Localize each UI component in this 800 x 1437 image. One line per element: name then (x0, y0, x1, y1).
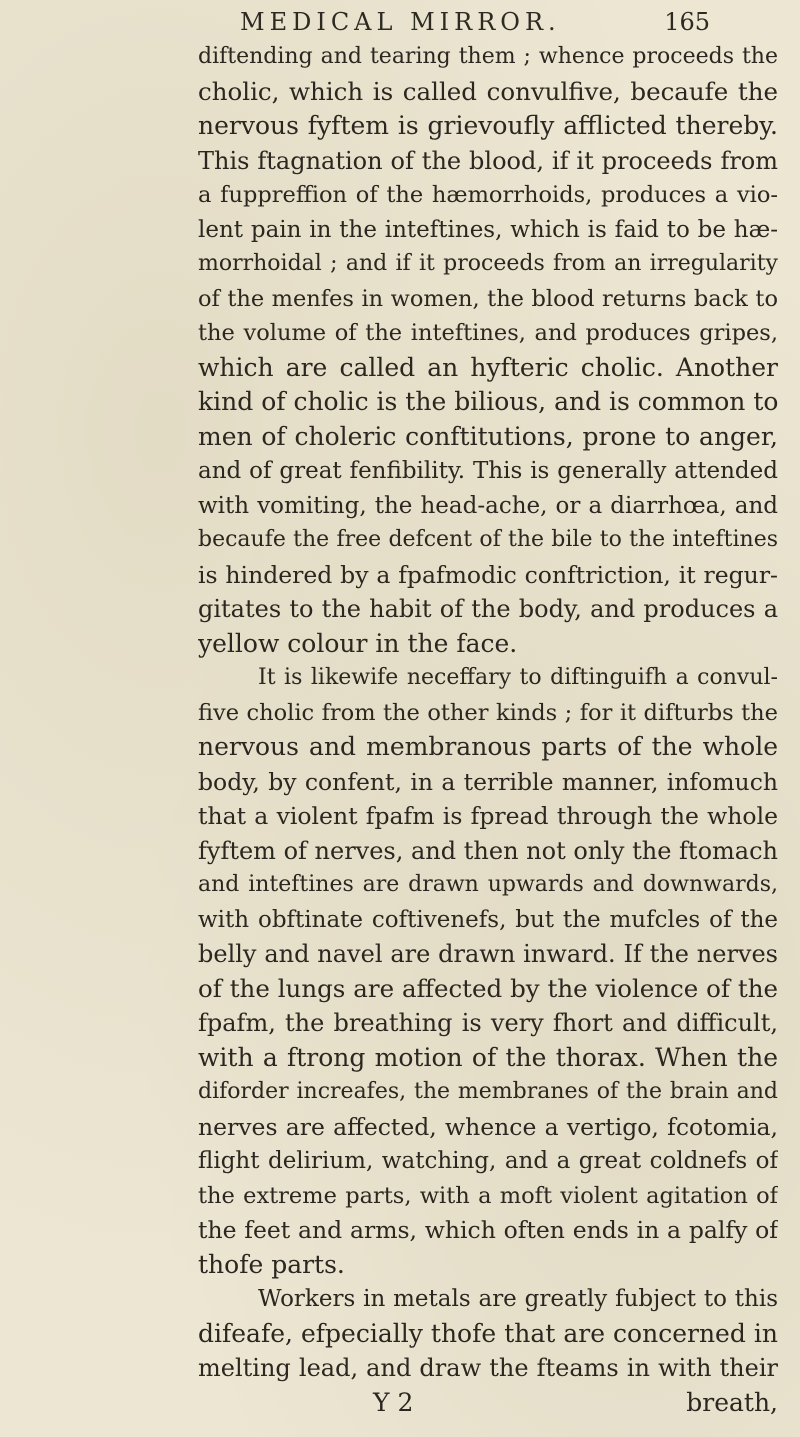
text-line: of the lungs are affected by the violence of the (198, 973, 778, 1003)
text-line: morrhoidal ; and if it proceeds from an irregularity (198, 251, 778, 276)
text-line: of the menfes in women, the blood returns back to (198, 285, 778, 312)
text-line: with a ftrong motion of the thorax. When the (198, 1042, 778, 1072)
text-line: melting lead, and draw the fteams in with their (198, 1354, 778, 1382)
text-line: nervous and membranous parts of the whole (198, 732, 778, 761)
text-line: that a violent fpafm is fpread through the whole (198, 802, 778, 830)
body-text (198, 40, 778, 1420)
text-line: nerves are affected, whence a vertigo, fcotomia, (198, 1112, 778, 1141)
text-line: the extreme parts, with a moft violent agitation of (198, 1182, 778, 1209)
text-line: yellow colour in the face. (198, 628, 518, 658)
text-line: belly and navel are drawn inward. If the nerves (198, 940, 778, 968)
page-header (240, 8, 710, 40)
text-line: with vomiting, the head-ache, or a diarrhœa, and (198, 492, 778, 519)
page-number: 165 (664, 8, 710, 36)
text-line: is hindered by a fpafmodic conftriction, it regur- (198, 560, 778, 589)
text-line: It is likewife neceffary to diftinguifh a convul- (258, 665, 778, 690)
text-line: fyftem of nerves, and then not only the ftomach (198, 836, 778, 865)
text-line: gitates to the habit of the body, and produces a (198, 595, 778, 623)
text-line: and inteftines are drawn upwards and downwards, (198, 872, 778, 897)
text-line: and of great fenfibility. This is generally attended (198, 458, 778, 484)
text-line: fpafm, the breathing is very fhort and difficult, (198, 1009, 778, 1037)
text-line: cholic, which is called convulfive, becaufe the (198, 76, 778, 106)
text-line: a fuppreffion of the hæmorrhoids, produces a vio- (198, 182, 778, 208)
page-footer (198, 1386, 778, 1421)
text-line: the volume of the inteftines, and produces gripes, (198, 320, 778, 346)
text-line: thofe parts. (198, 1249, 345, 1279)
catchword: breath, (686, 1387, 778, 1417)
text-line: the feet and arms, which often ends in a palfy of (198, 1216, 778, 1244)
text-line: nervous fyftem is grievoufly afflicted thereby. (198, 111, 778, 140)
text-line: Workers in metals are greatly fubject to this (258, 1286, 778, 1312)
text-line: This ftagnation of the blood, if it proceeds from (198, 146, 778, 175)
text-line: with obftinate coftivenefs, but the mufcles of the (198, 906, 778, 933)
text-line: becaufe the free defcent of the bile to the inteftines (198, 527, 778, 552)
text-line: flight delirium, watching, and a great coldnefs of (198, 1148, 778, 1174)
text-line: diforder increafes, the membranes of the brain and (198, 1079, 778, 1104)
text-line: kind of cholic is the bilious, and is common to (198, 387, 778, 416)
text-line: diftending and tearing them ; whence proceeds the (198, 44, 778, 69)
running-head: MEDICAL MIRROR. (240, 8, 561, 36)
text-line: body, by confent, in a terrible manner, infomuch (198, 767, 778, 796)
text-line: difeafe, efpecially thofe that are concerned in (198, 1318, 778, 1348)
text-line: lent pain in the inteftines, which is faid to be hæ- (198, 216, 778, 243)
signature-mark: Y 2 (373, 1387, 414, 1417)
text-line: which are called an hyfteric cholic. Another (198, 352, 778, 382)
text-line: men of choleric conftitutions, prone to anger, (198, 421, 778, 451)
text-line: five cholic from the other kinds ; for it difturbs the (198, 699, 778, 726)
